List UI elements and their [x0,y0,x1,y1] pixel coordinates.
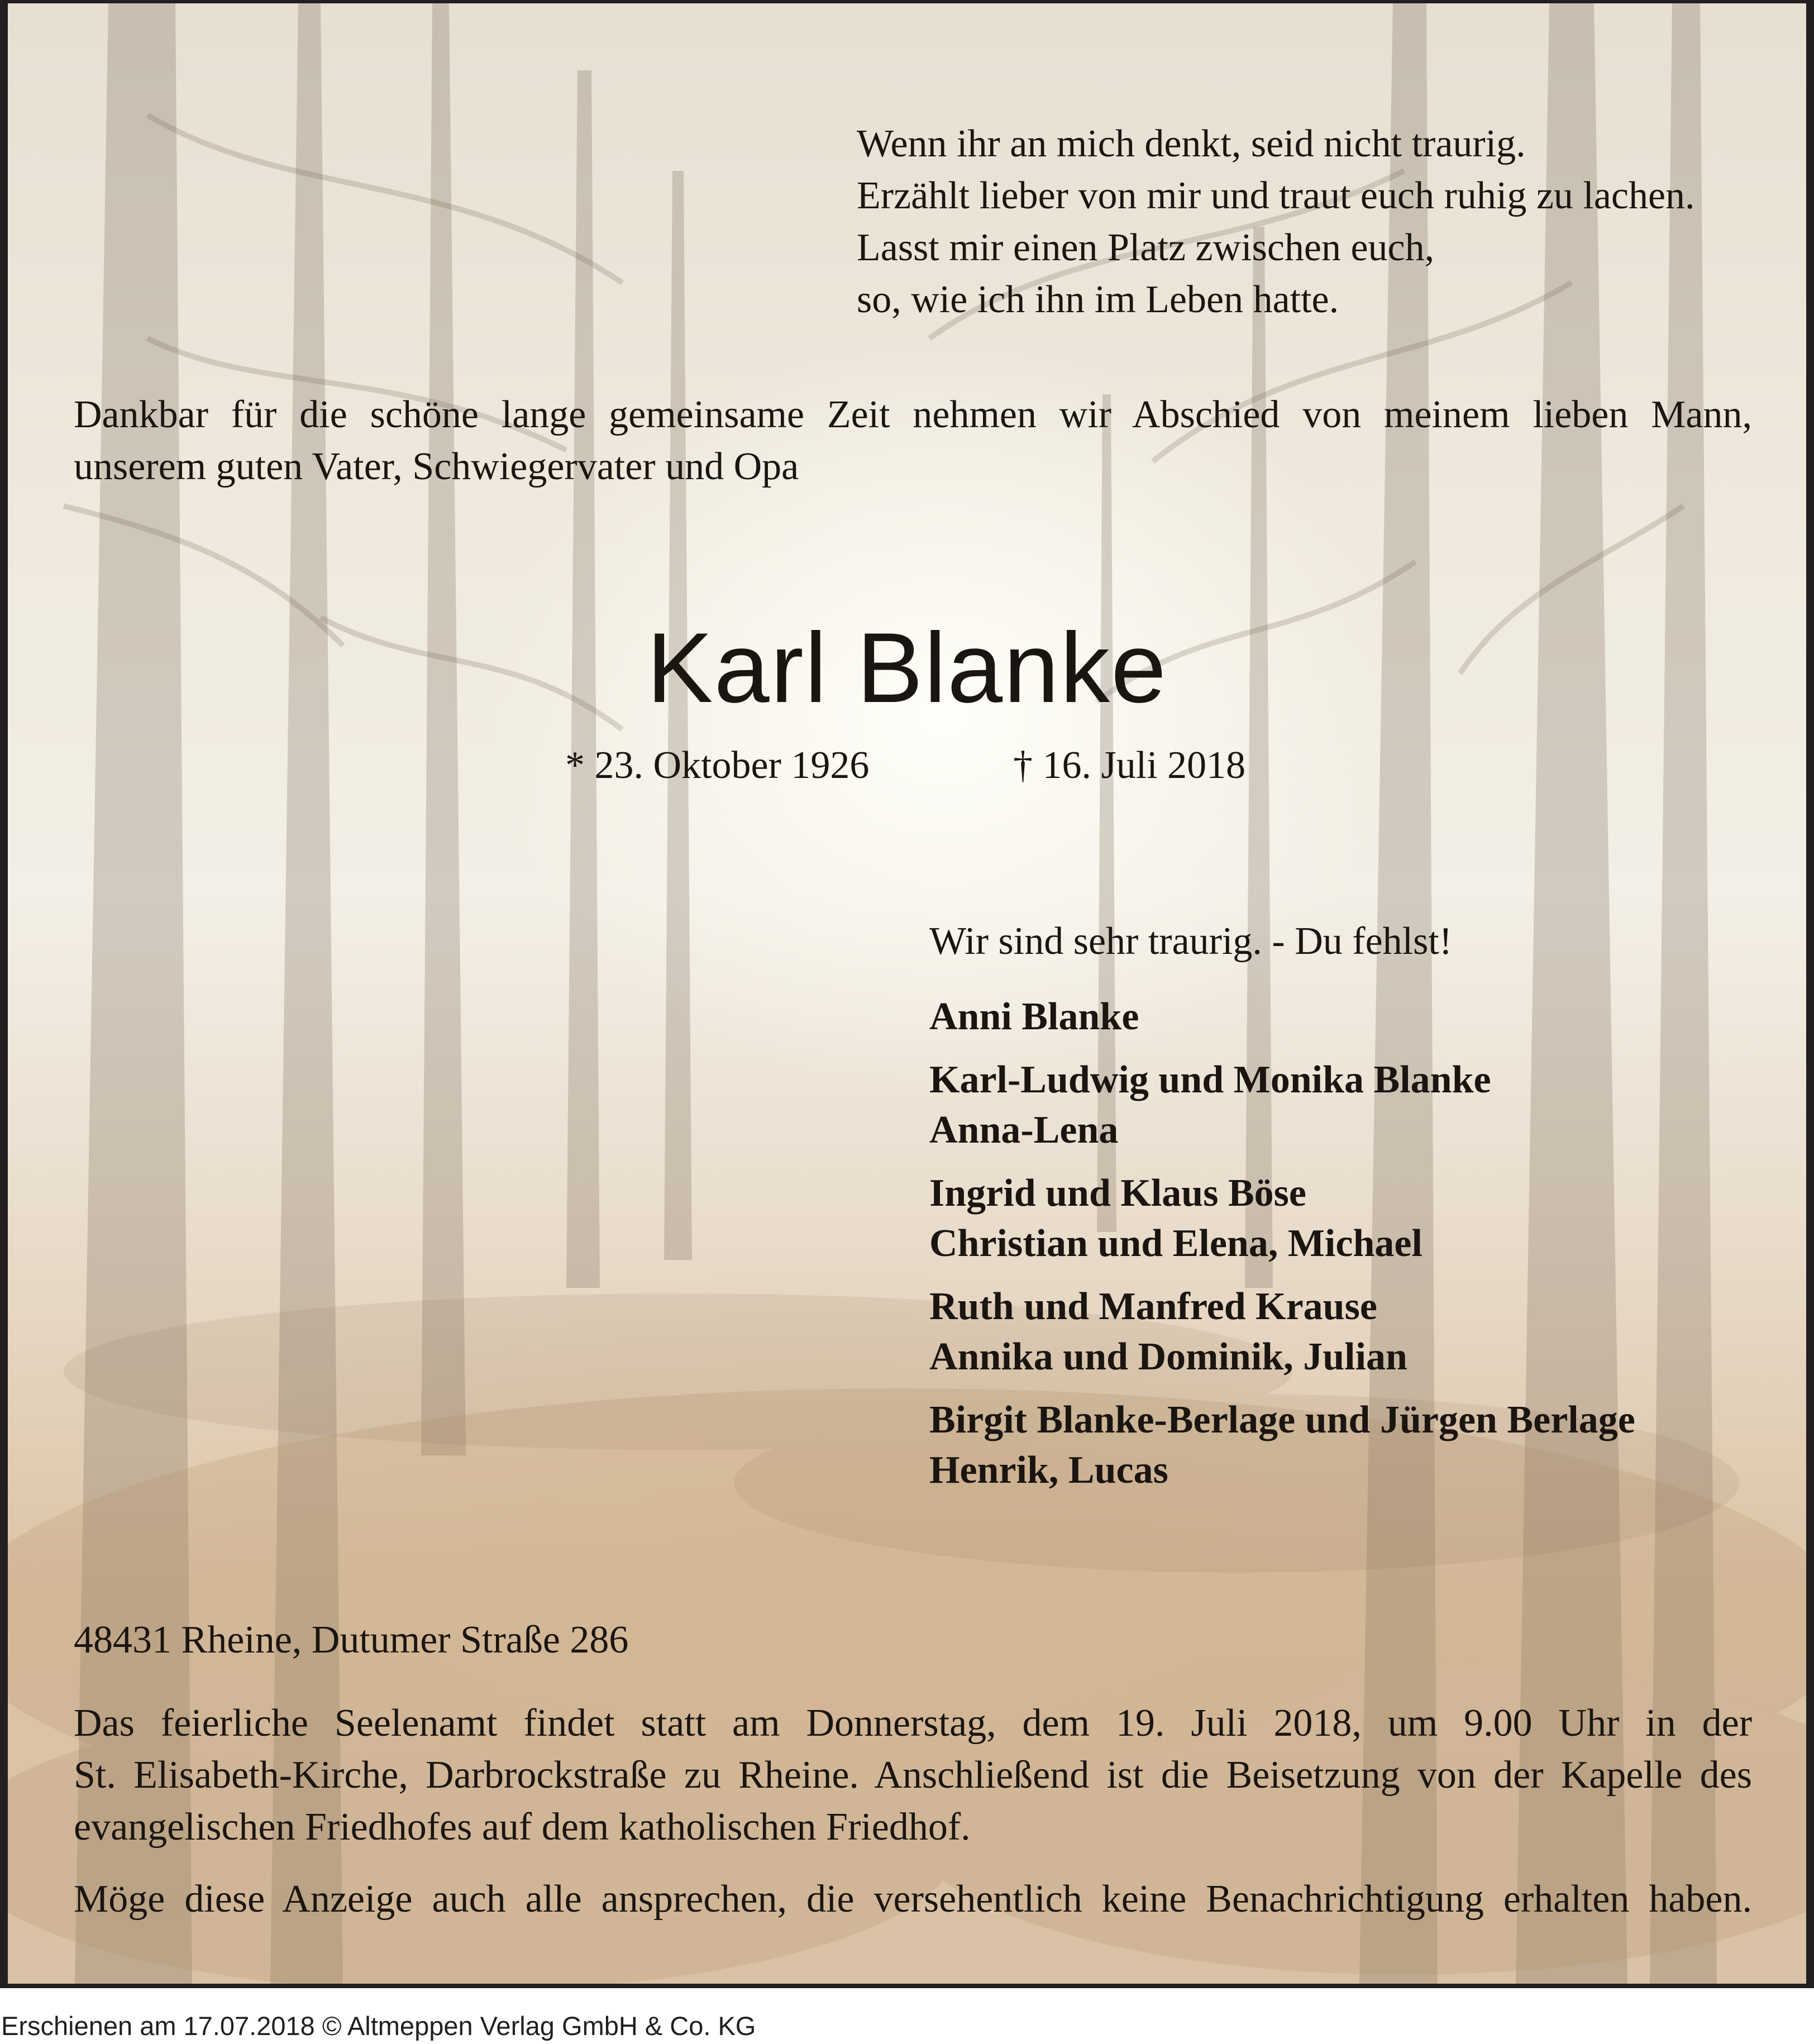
service-line: Das feierliche Seelenamt findet statt am Donnerstag, dem 19. Juli 2018, um 9.00 Uhr in der [74,1702,1752,1745]
mourners-list [929,992,1635,1508]
mourner-group: Birgit Blanke-Berlage und Jürgen Berlage Henrik, Lucas [929,1398,1635,1492]
intro-line: unserem guten Vater, Schwiegervater und Opa [74,445,799,488]
mourner-group: Ruth und Manfred Krause Annika und Dominik, Julian [929,1285,1407,1378]
intro-paragraph [74,389,1752,493]
death-date: † 16. Juli 2018 [1013,744,1246,787]
mourner-group: Ingrid und Klaus Böse Christian und Elena, Michael [929,1172,1422,1265]
deceased-name: Karl Blanke [646,612,1168,723]
memorial-verse: Wenn ihr an mich denkt, seid nicht traurig. Erzählt lieber von mir und traut euch ruhig zu lachen. Lasst mir einen Platz zwischen euch, so, wie ich ihn im Leben hatte. [857,122,1695,321]
birth-date: * 23. Oktober 1926 [565,744,870,787]
closing-note: Möge diese Anzeige auch alle ansprechen, die versehentlich keine Benachrichtigung erhalten haben. [74,1878,1752,1921]
mourner-group: Anni Blanke [929,995,1139,1038]
service-line: evangelischen Friedhofes auf dem katholischen Friedhof. [74,1806,971,1849]
sorrow-line: Wir sind sehr traurig. - Du fehlst! [929,920,1453,963]
publication-credit: Erschienen am 17.07.2018 © Altmeppen Verlag GmbH & Co. KG [1,2011,756,2041]
family-address: 48431 Rheine, Dutumer Straße 286 [74,1618,629,1661]
mourner-group: Karl-Ludwig und Monika Blanke Anna-Lena [929,1058,1491,1152]
intro-line: Dankbar für die schöne lange gemeinsame Zeit nehmen wir Abschied von meinem lieben Mann, [74,393,1752,436]
funeral-service-details [74,1697,1752,1853]
service-line: St. Elisabeth-Kirche, Darbrockstraße zu Rheine. Anschließend ist die Beisetzung von der Kapelle des [74,1754,1752,1797]
